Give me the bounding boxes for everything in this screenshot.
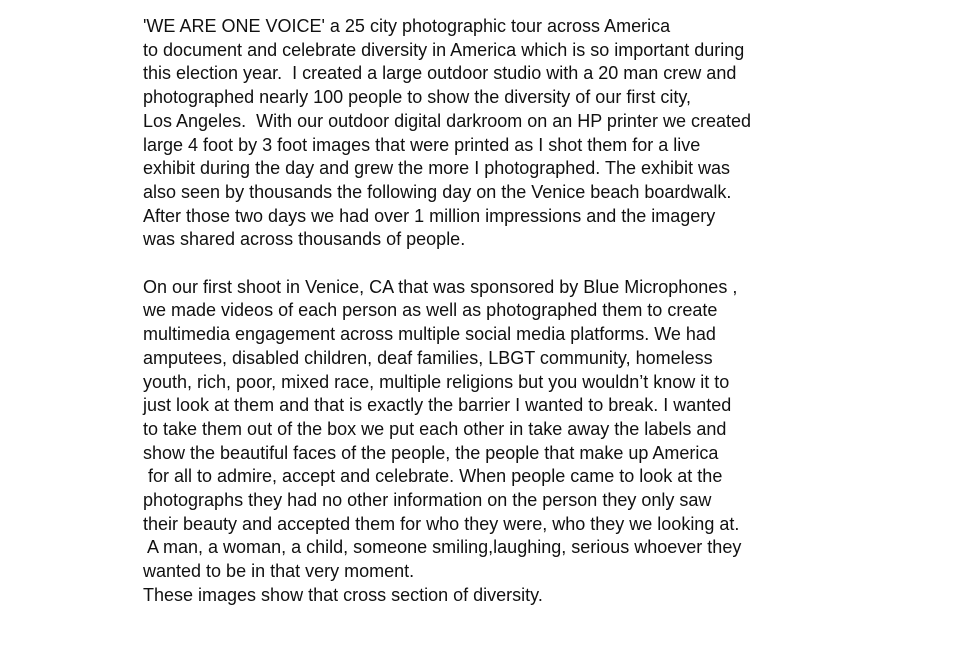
text-line: 'WE ARE ONE VOICE' a 25 city photographic tour across America bbox=[143, 16, 671, 36]
text-line: Los Angeles. With our outdoor digital darkroom on an HP printer we created bbox=[143, 110, 752, 131]
paragraph-spacer bbox=[143, 252, 943, 276]
text-line: amputees, disabled children, deaf families, LBGT community, homeless bbox=[143, 347, 713, 368]
text-line: After those two days we had over 1 million impressions and the imagery bbox=[143, 205, 716, 226]
text-line: photographed nearly 100 people to show the diversity of our first city, bbox=[143, 87, 691, 108]
text-line: multimedia engagement across multiple social media platforms. We had bbox=[143, 324, 716, 345]
paragraph-venice-shoot bbox=[143, 276, 943, 608]
text-line: to take them out of the box we put each other in take away the labels and bbox=[143, 418, 727, 439]
text-line: also seen by thousands the following day on the Venice beach boardwalk. bbox=[143, 181, 732, 202]
text-line: wanted to be in that very moment. bbox=[143, 561, 415, 582]
text-line: These images show that cross section of diversity. bbox=[143, 584, 543, 605]
text-line: we made videos of each person as well as photographed them to create bbox=[143, 300, 718, 321]
text-line: just look at them and that is exactly the barrier I wanted to break. I wanted bbox=[143, 395, 732, 416]
text-line: large 4 foot by 3 foot images that were printed as I shot them for a live bbox=[143, 134, 701, 155]
text-line: for all to admire, accept and celebrate. When people came to look at the bbox=[143, 466, 723, 487]
text-line: exhibit during the day and grew the more I photographed. The exhibit was bbox=[143, 158, 731, 179]
text-line: this election year. I created a large outdoor studio with a 20 man crew and bbox=[143, 63, 737, 84]
text-line: photographs they had no other information on the person they only saw bbox=[143, 490, 712, 511]
text-line: A man, a woman, a child, someone smiling,laughing, serious whoever they bbox=[143, 537, 742, 558]
text-line: youth, rich, poor, mixed race, multiple religions but you wouldn’t know it to bbox=[143, 371, 730, 392]
text-line: their beauty and accepted them for who they were, who they we looking at. bbox=[143, 513, 740, 534]
text-line: On our first shoot in Venice, CA that was sponsored by Blue Microphones , bbox=[143, 276, 738, 297]
paragraph-intro bbox=[143, 15, 943, 252]
document-body bbox=[143, 15, 943, 608]
text-line: show the beautiful faces of the people, the people that make up America bbox=[143, 442, 719, 463]
text-line: to document and celebrate diversity in America which is so important during bbox=[143, 39, 745, 60]
text-line: was shared across thousands of people. bbox=[143, 229, 466, 250]
